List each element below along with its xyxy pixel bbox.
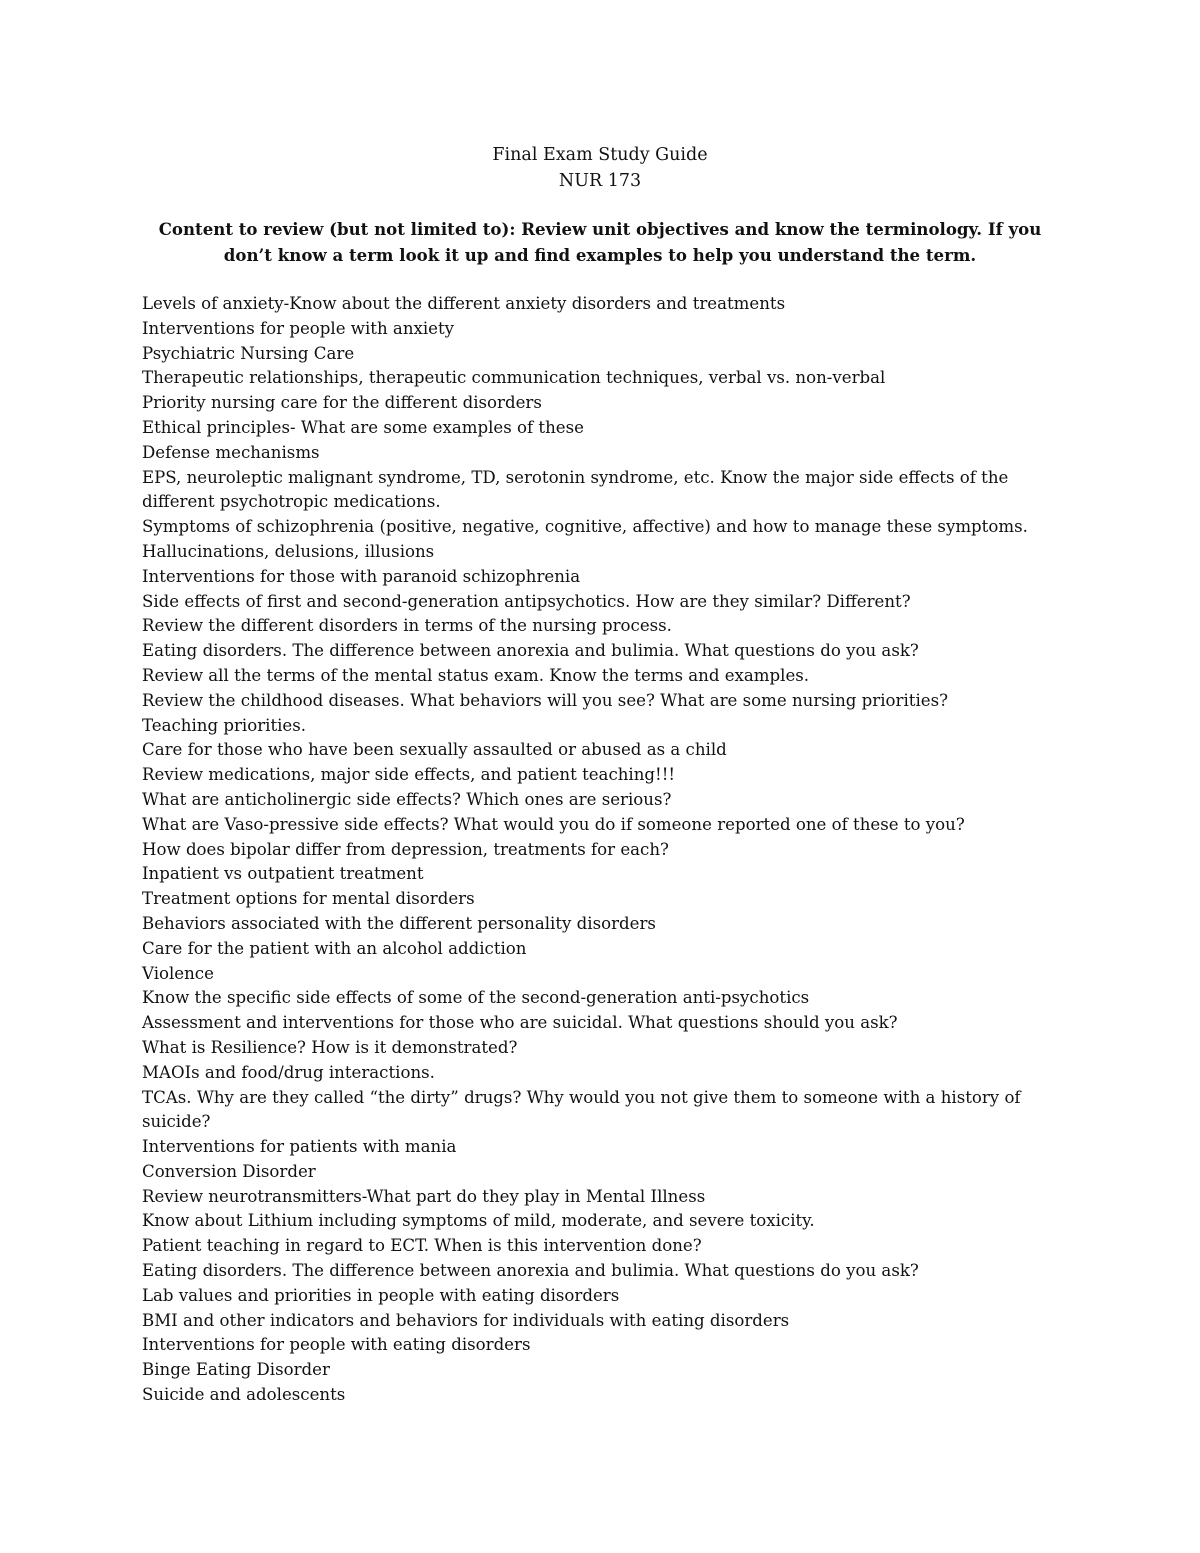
title-block <box>0 142 1200 194</box>
topic-item: Lab values and priorities in people with eating disorders <box>142 1285 620 1305</box>
topic-item: Ethical principles- What are some examples of these <box>142 417 584 437</box>
topic-list <box>142 292 1062 1408</box>
topic-item: Teaching priorities. <box>142 715 307 735</box>
topic-item: Levels of anxiety-Know about the different anxiety disorders and treatments <box>142 294 786 313</box>
topic-item: Symptoms of schizophrenia (positive, negative, cognitive, affective) and how to manage these symptoms. <box>142 517 1028 537</box>
topic-item: What is Resilience? How is it demonstrated? <box>142 1037 518 1057</box>
topic-item: Eating disorders. The difference between anorexia and bulimia. What questions do you ask? <box>142 1261 919 1281</box>
topic-item: Interventions for patients with mania <box>142 1137 457 1157</box>
topic-item: MAOIs and food/drug interactions. <box>142 1062 435 1082</box>
topic-item: Suicide and adolescents <box>142 1385 346 1405</box>
topic-item: Assessment and interventions for those who are suicidal. What questions should you ask? <box>142 1013 898 1033</box>
topic-item: Behaviors associated with the different personality disorders <box>142 913 656 933</box>
topic-item: Binge Eating Disorder <box>142 1360 330 1380</box>
topic-item: Priority nursing care for the different disorders <box>142 393 542 413</box>
topic-item: Psychiatric Nursing Care <box>142 343 355 363</box>
topic-item: BMI and other indicators and behaviors for individuals with eating disorders <box>142 1310 790 1330</box>
topic-item: Inpatient vs outpatient treatment <box>142 864 424 884</box>
course-code: NUR 173 <box>558 171 642 191</box>
topic-item: Know about Lithium including symptoms of mild, moderate, and severe toxicity. <box>142 1211 815 1231</box>
topic-item: What are Vaso-pressive side effects? What would you do if someone reported one of these to you? <box>142 814 965 834</box>
topic-item: Know the specific side effects of some of the second-generation anti-psychotics <box>142 988 810 1008</box>
topic-item: Conversion Disorder <box>142 1161 316 1181</box>
topic-item: Therapeutic relationships, therapeutic communication techniques, verbal vs. non-verbal <box>142 368 886 388</box>
topic-item: Defense mechanisms <box>142 442 320 462</box>
intro-instructions: Content to review (but not limited to): Review unit objectives and know the terminology. If you don’t know a term look it up and find examples to help you understand the term. <box>158 219 1042 265</box>
topic-item: EPS, neuroleptic malignant syndrome, TD, serotonin syndrome, etc. Know the major side effects of the different psychotropic medications. <box>142 467 1009 512</box>
topic-item: Care for the patient with an alcohol addiction <box>142 938 527 958</box>
topic-item: TCAs. Why are they called “the dirty” drugs? Why would you not give them to someone with a history of suicide? <box>142 1087 1021 1132</box>
topic-item: Side effects of first and second-generation antipsychotics. How are they similar? Different? <box>142 591 911 611</box>
topic-item: Review neurotransmitters-What part do they play in Mental Illness <box>142 1186 706 1206</box>
topic-item: Review the childhood diseases. What behaviors will you see? What are some nursing priorities? <box>142 690 948 710</box>
topic-item: Interventions for people with anxiety <box>142 318 455 338</box>
topic-item: What are anticholinergic side effects? Which ones are serious? <box>142 789 672 809</box>
topic-item: Patient teaching in regard to ECT. When is this intervention done? <box>142 1236 702 1256</box>
topic-item: Care for those who have been sexually assaulted or abused as a child <box>142 740 727 760</box>
topic-item: Interventions for those with paranoid schizophrenia <box>142 566 581 586</box>
topic-item: Review the different disorders in terms of the nursing process. <box>142 616 672 636</box>
topic-item: How does bipolar differ from depression, treatments for each? <box>142 839 669 859</box>
topic-item: Review all the terms of the mental status exam. Know the terms and examples. <box>142 665 810 685</box>
topic-item: Hallucinations, delusions, illusions <box>142 541 435 561</box>
topic-item: Treatment options for mental disorders <box>142 889 475 909</box>
topic-item: Violence <box>142 963 214 983</box>
topic-item: Eating disorders. The difference between anorexia and bulimia. What questions do you ask? <box>142 641 919 661</box>
topic-item: Review medications, major side effects, and patient teaching!!! <box>142 765 676 785</box>
document-title: Final Exam Study Guide <box>492 145 708 165</box>
topic-item: Interventions for people with eating disorders <box>142 1335 531 1355</box>
